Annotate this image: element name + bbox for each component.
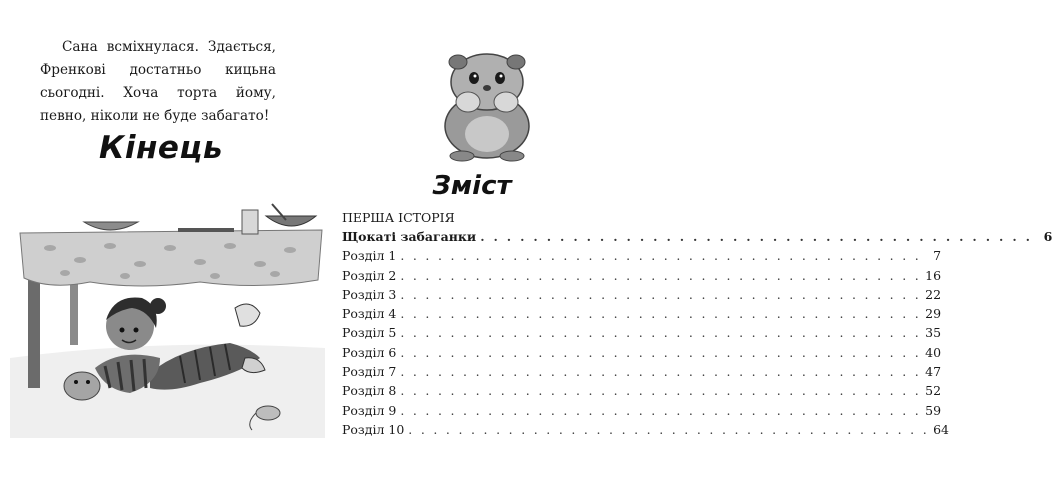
toc-entry-label: Розділ 7 <box>342 364 397 380</box>
toc-entry-page: 52 <box>925 383 942 399</box>
toc-entry-page: 47 <box>925 364 942 380</box>
story-paragraph <box>40 36 276 128</box>
toc-section-heading: ПЕРША ІСТОРІЯ <box>342 210 455 225</box>
toc-entry <box>342 266 942 285</box>
hamster <box>64 372 100 400</box>
toc-entry-label: Розділ 4 <box>342 306 397 322</box>
story-text: Сана всміхнулася. Здається, Френкові достатньо кицьна сьогодні. Хоча торта йому, певно, ніколи не буде забагато! <box>40 39 276 124</box>
toc-entry-page: 35 <box>925 325 942 341</box>
toc-entry <box>342 381 942 400</box>
toc-entry <box>342 420 949 439</box>
bowl <box>84 222 138 230</box>
toc-leader-dots: . . . . . . . . . . . . . . . . . . . . . . . . . . . . . . . . . . . . . . . . . . <box>400 402 922 418</box>
toc-leader-dots: . . . . . . . . . . . . . . . . . . . . . . . . . . . . . . . . . . . . . . . . . . <box>400 344 922 360</box>
toc-leader-dots: . . . . . . . . . . . . . . . . . . . . . . . . . . . . . . . . . . . . . . . . . . <box>400 364 922 380</box>
toc-entry <box>342 343 942 362</box>
toc-entry-page: 16 <box>925 267 942 283</box>
left-page <box>0 0 322 492</box>
toc-entry <box>342 401 942 420</box>
table-of-contents <box>342 208 1052 439</box>
toc-leader-dots: . . . . . . . . . . . . . . . . . . . . . . . . . . . . . . . . . . . . . . . . . . <box>400 383 922 399</box>
toc-entry <box>342 304 942 323</box>
toc-entry <box>342 323 942 342</box>
sneaker <box>235 304 260 326</box>
toc-title: Зміст <box>432 171 512 201</box>
glass <box>242 210 258 234</box>
toc-leader-dots: . . . . . . . . . . . . . . . . . . . . . . . . . . . . . . . . . . . . . . . . . . <box>480 229 1033 244</box>
tablecloth <box>20 230 322 286</box>
toc-entry-label: Розділ 10 <box>342 421 405 437</box>
toc-entry-label: Розділ 8 <box>342 383 397 399</box>
toc-entry-page: 29 <box>925 306 942 322</box>
toc-entries <box>342 227 1052 439</box>
toc-entry-page: 64 <box>933 421 949 437</box>
end-title: Кінець <box>99 130 223 166</box>
toc-entry-label: Розділ 6 <box>342 344 397 360</box>
girl-under-table-illustration <box>10 198 325 438</box>
toc-entry-page: 59 <box>925 402 942 418</box>
toc-entry <box>342 362 942 381</box>
toc-entry <box>342 227 1052 246</box>
mixing-bowl <box>266 216 316 226</box>
toy-mouse <box>256 406 280 420</box>
toc-leader-dots: . . . . . . . . . . . . . . . . . . . . . . . . . . . . . . . . . . . . . . . . . . <box>400 267 922 283</box>
toc-leader-dots: . . . . . . . . . . . . . . . . . . . . . . . . . . . . . . . . . . . . . . . . . . <box>400 248 922 264</box>
toc-entry-label: Розділ 1 <box>342 248 397 264</box>
toc-leader-dots: . . . . . . . . . . . . . . . . . . . . . . . . . . . . . . . . . . . . . . . . . . <box>408 421 929 437</box>
toc-entry <box>342 285 942 304</box>
tray <box>178 228 234 232</box>
toc-entry-label: Щокаті забаганки <box>342 229 477 244</box>
right-page <box>322 0 1052 492</box>
hamster-illustration <box>432 44 542 164</box>
toc-entry-page: 7 <box>933 248 942 264</box>
toc-entry <box>342 246 942 265</box>
toc-entry-label: Розділ 2 <box>342 267 397 283</box>
toc-entry-page: 6 <box>1043 229 1052 244</box>
toc-entry-page: 40 <box>925 344 942 360</box>
toc-entry-label: Розділ 5 <box>342 325 397 341</box>
toc-leader-dots: . . . . . . . . . . . . . . . . . . . . . . . . . . . . . . . . . . . . . . . . . . <box>400 306 922 322</box>
toc-entry-page: 22 <box>925 286 942 302</box>
toc-entry-label: Розділ 3 <box>342 286 397 302</box>
table-leg <box>28 268 40 388</box>
toc-leader-dots: . . . . . . . . . . . . . . . . . . . . . . . . . . . . . . . . . . . . . . . . . . <box>400 325 922 341</box>
toc-entry-label: Розділ 9 <box>342 402 397 418</box>
toc-leader-dots: . . . . . . . . . . . . . . . . . . . . . . . . . . . . . . . . . . . . . . . . . . <box>400 286 922 302</box>
